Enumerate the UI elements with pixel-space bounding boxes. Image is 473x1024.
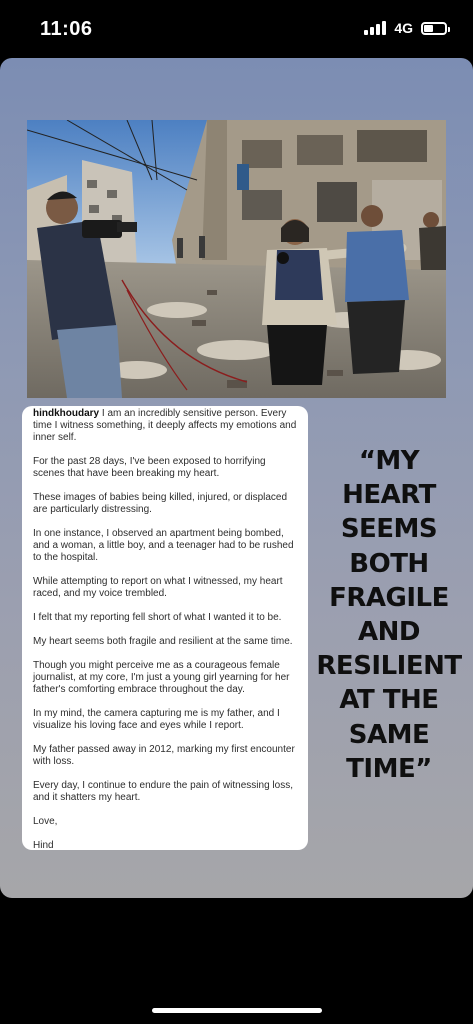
caption-paragraph: For the past 28 days, I've been exposed to horrifying scenes that have been breaking my heart. [33,456,266,479]
network-type: 4G [394,20,413,36]
quote-line: HEART [342,480,436,511]
caption-card [22,406,308,850]
caption-paragraph: My father passed away in 2012, marking my first encounter with loss. [33,744,295,767]
caption-paragraph: In one instance, I observed an apartment being bombed, and a woman, a little boy, and a teenager had to be rushed to the hospital. [33,528,294,563]
story-card[interactable] [0,58,473,898]
caption-paragraph: hindkhoudary I am an incredibly sensitive person. Every time I witness something, it deeply affects my emotions and inner self. [33,408,297,443]
quote-line: SAME [348,719,430,750]
status-time: 11:06 [40,18,93,40]
status-indicators [364,20,447,36]
status-bar [0,0,473,58]
news-photo-illustration [27,120,446,398]
caption-paragraph: I felt that my reporting fell short of what I wanted it to be. [33,612,282,623]
quote-line: SEEMS [340,514,438,545]
caption-paragraph: While attempting to report on what I witnessed, my heart raced, and my voice trembled. [33,576,283,599]
caption-paragraph: My heart seems both fragile and resilient at the same time. [33,636,293,647]
quote-line: AT THE [339,685,439,716]
caption-username[interactable]: hindkhoudary [33,408,100,419]
quote-text [314,444,464,786]
quote-line: RESILIENT [316,651,462,682]
news-photo [27,120,446,398]
caption-paragraph: Every day, I continue to endure the pain of witnessing loss, and it shatters my heart. [33,780,293,803]
caption-paragraph: Though you might perceive me as a courageous female journalist, at my core, I'm just a young girl yearning for her father's comforting embrace throughout the day. [33,660,290,695]
quote-line: FRAGILE [329,582,449,613]
quote-line: AND [358,617,420,648]
home-indicator[interactable] [152,1008,322,1013]
caption-signoff: Love, [33,816,58,827]
signal-strength-icon [364,21,386,35]
caption-paragraph: These images of babies being killed, injured, or displaced are particularly distressing. [33,492,288,515]
quote-line: BOTH [349,548,429,579]
caption-signature: Hind [33,840,54,850]
quote-line: TIME” [346,753,432,784]
quote-line: “MY [358,446,420,476]
battery-icon [421,22,447,35]
caption-paragraph: In my mind, the camera capturing me is my father, and I visualize his loving face and eyes while I report. [33,708,280,731]
